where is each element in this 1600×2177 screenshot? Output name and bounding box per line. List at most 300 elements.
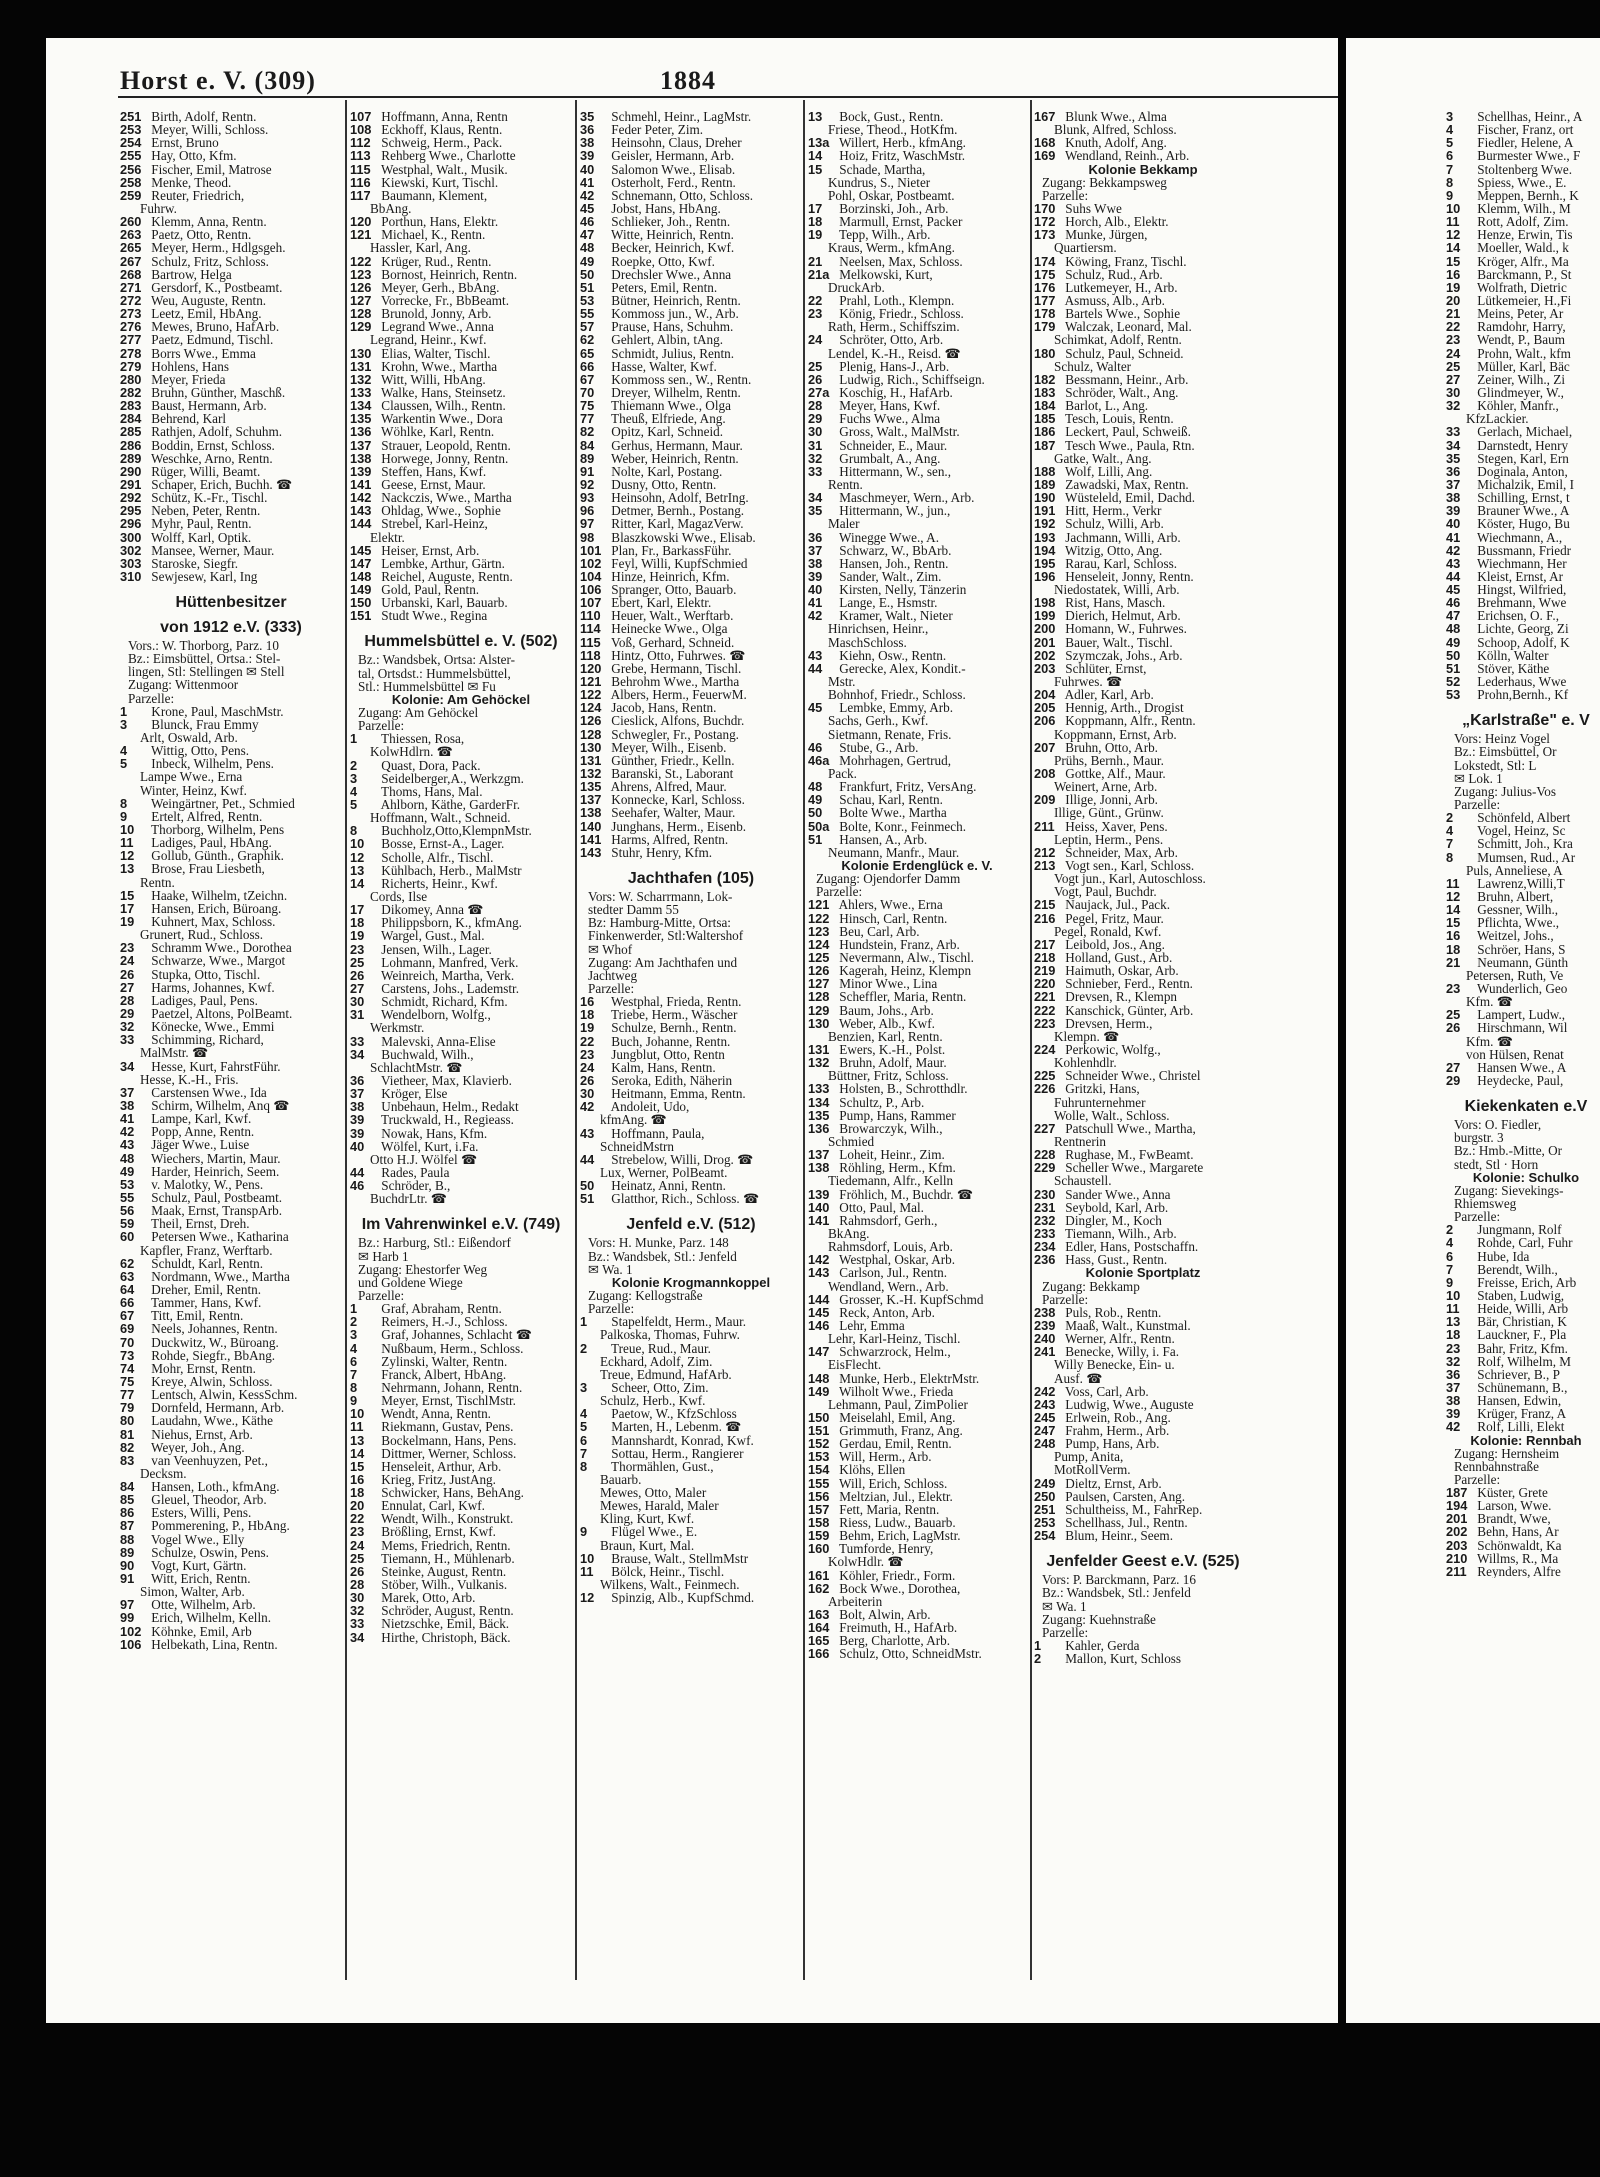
tenant-name: Dreher, Emil, Rentn.	[148, 1281, 262, 1297]
plot-number: 271	[120, 279, 142, 295]
plot-number: 27	[350, 981, 365, 996]
entry-continuation: Schmied	[828, 1133, 875, 1149]
entry-continuation: SchlachtMstr. ☎	[370, 1059, 463, 1075]
tenant-name: Meins, Peter, Ar	[1474, 306, 1564, 322]
plot-number: 147	[350, 555, 372, 571]
plot-number: 5	[350, 797, 358, 813]
tenant-name: Bartels Wwe., Sophie	[1062, 306, 1181, 322]
plot-number: 195	[1034, 555, 1056, 571]
colony-heading: Kolonie Bekkamp	[1088, 161, 1198, 177]
plot-number: 224	[1034, 1041, 1056, 1057]
tenant-name: Rohde, Siegfr., BbAng.	[148, 1347, 276, 1363]
tenant-name: Maaß, Walt., Kunstmal.	[1062, 1317, 1191, 1333]
tenant-name: van Veenhuyzen, Pet.,	[148, 1452, 268, 1468]
directory-entry	[1446, 688, 1600, 701]
tenant-name: Birth, Adolf, Rentn.	[148, 110, 257, 124]
tenant-name: Jungmann, Rolf	[1474, 1222, 1562, 1238]
tenant-name: Krohn, Wwe., Martha	[378, 358, 498, 374]
plot-number: 15	[808, 161, 823, 177]
plot-number: 178	[1034, 306, 1056, 322]
plot-number: 41	[580, 174, 595, 190]
plot-number: 10	[350, 836, 365, 852]
plot-number: 272	[120, 292, 142, 308]
plot-number: 163	[808, 1607, 830, 1623]
plot-number: 249	[1034, 1475, 1056, 1491]
plot-number: 137	[808, 1147, 830, 1163]
tenant-name: Ernst, Bruno	[148, 135, 219, 151]
entry-continuation: Koppmann, Ernst, Arb.	[1054, 726, 1177, 742]
tenant-name: Lange, E., Hsmstr.	[836, 595, 938, 611]
plot-number: 37	[1446, 476, 1461, 492]
plot-number: 19	[808, 227, 823, 243]
plot-number: 9	[350, 1393, 358, 1409]
tenant-name: Eckhoff, Klaus, Rentn.	[378, 122, 503, 138]
plot-number: 14	[808, 148, 823, 164]
tenant-name: Hoffmann, Paula,	[608, 1125, 705, 1141]
tenant-name: Ewers, K.-H., Polst.	[836, 1041, 946, 1057]
tenant-name: Baranski, St., Laborant	[608, 766, 734, 782]
plot-number: 32	[1446, 398, 1461, 414]
plot-number: 48	[580, 240, 595, 256]
tenant-name: Seidelberger,A., Werkzgm.	[378, 770, 524, 786]
tenant-name: Wiechers, Martin, Maur.	[148, 1150, 281, 1166]
plot-number: 9	[1446, 1274, 1454, 1290]
plot-number: 30	[580, 1086, 595, 1102]
section-heading: Kiekenkaten e.V	[1464, 1098, 1588, 1116]
plot-number: 201	[1034, 634, 1056, 650]
tenant-name: Bessmann, Heinr., Arb.	[1062, 371, 1189, 387]
column-1	[120, 110, 342, 1651]
tenant-name: Bölck, Heinr., Tischl.	[608, 1563, 725, 1579]
plot-number: 158	[808, 1515, 830, 1531]
section-heading: Jenfeld e.V. (512)	[626, 1216, 756, 1234]
association-info: Vors: W. Scharrmann, Lok-	[588, 889, 733, 905]
tenant-name: Pommerening, P., HbAng.	[148, 1518, 290, 1534]
tenant-name: Köhler, Manfr.,	[1474, 398, 1559, 414]
plot-number: 219	[1034, 963, 1056, 979]
directory-entry	[350, 517, 572, 530]
tenant-name: Bär, Christian, K	[1474, 1314, 1567, 1330]
plot-number: 39	[350, 1125, 365, 1141]
tenant-name: Reck, Anton, Arb.	[836, 1304, 935, 1320]
plot-number: 234	[1034, 1239, 1056, 1255]
plot-number: 23	[1446, 332, 1461, 348]
tenant-name: Lederhaus, Wwe	[1474, 674, 1567, 690]
tenant-name: Behrohm Wwe., Martha	[608, 674, 740, 690]
tenant-name: Meyer, Frieda	[148, 371, 226, 387]
plot-number: 18	[1446, 1327, 1461, 1343]
plot-number: 290	[120, 463, 142, 479]
tenant-name: Hansen, Edwin,	[1474, 1393, 1562, 1409]
plot-number: 47	[1446, 608, 1461, 624]
plot-number: 221	[1034, 989, 1056, 1005]
plot-number: 36	[1446, 463, 1461, 479]
tenant-name: Barckmann, P., St	[1474, 266, 1572, 282]
plot-number: 160	[808, 1541, 830, 1557]
entry-continuation: Pohl, Oskar, Postbeamt.	[828, 187, 955, 203]
plot-number: 129	[808, 1002, 830, 1018]
plot-number: 4	[350, 783, 358, 799]
entry-continuation: Schimkat, Adolf, Rentn.	[1054, 332, 1182, 348]
plot-number: 121	[808, 897, 830, 913]
directory-entry	[1446, 1074, 1600, 1087]
tenant-name: Schröer, Hans, S	[1474, 941, 1566, 957]
plot-number: 161	[808, 1567, 830, 1583]
plot-number: 66	[580, 358, 595, 374]
entry-continuation: Winter, Heinz, Kwf.	[140, 782, 247, 798]
plot-number: 50	[808, 805, 823, 821]
tenant-name: Schade, Martha,	[836, 161, 926, 177]
plot-number: 30	[350, 994, 365, 1010]
plot-number: 84	[120, 1479, 135, 1495]
plot-number: 88	[120, 1531, 135, 1547]
plot-number: 3	[350, 770, 358, 786]
tenant-name: Adler, Karl, Arb.	[1062, 687, 1154, 703]
plot-number: 167	[1034, 110, 1056, 124]
plot-number: 204	[1034, 687, 1056, 703]
tenant-name: Tesch Wwe., Paula, Rtn.	[1062, 437, 1195, 453]
plot-number: 38	[120, 1097, 135, 1113]
tenant-name: Blaszkowski Wwe., Elisab.	[608, 529, 756, 545]
tenant-name: Brandt, Wwe,	[1474, 1511, 1551, 1527]
plot-number: 5	[580, 1419, 588, 1435]
column-rule-1	[345, 100, 347, 1980]
plot-number: 48	[808, 779, 823, 795]
entry-continuation: Niedostatek, Willi, Arb.	[1054, 582, 1180, 598]
tenant-name: Jachmann, Willi, Arb.	[1062, 529, 1181, 545]
plot-number: 256	[120, 161, 142, 177]
plot-number: 255	[120, 148, 142, 164]
entry-continuation: BuchdrLtr. ☎	[370, 1191, 448, 1207]
plot-number: 203	[1034, 660, 1056, 676]
tenant-name: Kröger, Alfr., Ma	[1474, 253, 1569, 269]
tenant-name: Weber, Alb., Kwf.	[836, 1015, 935, 1031]
tenant-name: Hittermann, W., sen.,	[836, 463, 952, 479]
tenant-name: Leibold, Jos., Ang.	[1062, 936, 1165, 952]
tenant-name: Mewes, Bruno, HafArb.	[148, 319, 280, 335]
association-info: Parzelle:	[1042, 1291, 1089, 1307]
plot-number: 33	[350, 1616, 365, 1632]
tenant-name: Gritzki, Hans,	[1062, 1081, 1140, 1097]
tenant-name: Meyer, Gerh., BbAng.	[378, 279, 500, 295]
tenant-name: Schellhas, Heinr., A	[1474, 110, 1583, 124]
tenant-name: Prahl, Loth., Klempn.	[836, 292, 955, 308]
tenant-name: Malevski, Anna-Elise	[378, 1033, 496, 1049]
plot-number: 202	[1446, 1524, 1468, 1540]
plot-number: 151	[808, 1423, 830, 1439]
plot-number: 35	[580, 110, 595, 124]
entry-continuation: Tiedemann, Alfr., Kelln	[828, 1173, 954, 1189]
plot-number: 45	[808, 700, 823, 716]
plot-number: 291	[120, 476, 142, 492]
plot-number: 207	[1034, 739, 1056, 755]
tenant-name: Schnieber, Ferd., Rentn.	[1062, 976, 1193, 992]
tenant-name: Brößling, Ernst, Kwf.	[378, 1524, 496, 1540]
association-info: Bz.: Wandsbek, Ortsa: Alster-	[358, 652, 516, 668]
plot-number: 22	[808, 292, 823, 308]
scan-border-gutter	[1338, 0, 1346, 2040]
plot-number: 19	[580, 1020, 595, 1036]
tenant-name: Dornfeld, Hermann, Arb.	[148, 1400, 285, 1416]
directory-entry	[580, 1127, 802, 1140]
tenant-name: Carstensen Wwe., Ida	[148, 1084, 267, 1100]
plot-number: 37	[120, 1084, 135, 1100]
entry-continuation: Prühs, Bernh., Maur.	[1054, 752, 1164, 768]
plot-number: 11	[580, 1563, 594, 1579]
entry-continuation: Palkoska, Thomas, Fuhrw.	[600, 1327, 740, 1343]
plot-number: 121	[350, 227, 372, 243]
tenant-name: Küster, Grete	[1474, 1485, 1548, 1501]
association-info: ✉ Wa. 1	[588, 1261, 633, 1277]
tenant-name: Buch, Johanne, Rentn.	[608, 1033, 731, 1049]
tenant-name: Schmitt, Joh., Kra	[1474, 836, 1573, 852]
tenant-name: Thiemann Wwe., Olga	[608, 398, 731, 414]
tenant-name: Henseleit, Jonny, Rentn.	[1062, 568, 1194, 584]
tenant-name: Helbekath, Lina, Rentn.	[148, 1636, 278, 1651]
tenant-name: Drechsler Wwe., Anna	[608, 266, 732, 282]
association-info: Jachtweg	[588, 967, 638, 983]
plot-number: 196	[1034, 568, 1056, 584]
tenant-name: Geisler, Hermann, Arb.	[608, 148, 735, 164]
plot-number: 36	[580, 122, 595, 138]
tenant-name: Meppen, Bernh., K	[1474, 187, 1579, 203]
plot-number: 51	[808, 831, 823, 847]
tenant-name: Gerhus, Hermann, Maur.	[608, 437, 743, 453]
plot-number: 137	[580, 792, 602, 808]
tenant-name: Wendland, Reinh., Arb.	[1062, 148, 1190, 164]
plot-number: 251	[1034, 1501, 1056, 1517]
entry-continuation: Maler	[828, 516, 860, 532]
tenant-name: Köhnke, Emil, Arb	[148, 1623, 252, 1639]
plot-number: 23	[1446, 981, 1461, 996]
plot-number: 135	[350, 411, 372, 427]
plot-number: 26	[1446, 1020, 1461, 1036]
tenant-name: Sottau, Herm., Rangierer	[608, 1445, 744, 1461]
plot-number: 3	[1446, 110, 1454, 124]
plot-number: 179	[1034, 319, 1056, 335]
plot-number: 89	[120, 1544, 135, 1560]
tenant-name: Gottke, Alf., Maur.	[1062, 766, 1166, 782]
association-info: Bz.: Hmb.-Mitte, Or	[1454, 1143, 1563, 1159]
entry-continuation: Hoffmann, Walt., Schneid.	[370, 810, 511, 826]
directory-entry	[1034, 1017, 1252, 1030]
tenant-name: Stapelfeldt, Herm., Maur.	[608, 1314, 747, 1330]
tenant-name: Edler, Hans, Postschaffn.	[1062, 1239, 1199, 1255]
tenant-name: Wiechmann, Her	[1474, 555, 1567, 571]
tenant-name: Strebel, Karl-Heinz,	[378, 516, 488, 532]
plot-number: 173	[1034, 227, 1056, 243]
tenant-name: Unbehaun, Helm., Redakt	[378, 1099, 519, 1115]
plot-number: 135	[580, 779, 602, 795]
plot-number: 113	[350, 148, 371, 164]
plot-number: 23	[350, 941, 365, 957]
plot-number: 223	[1034, 1015, 1056, 1031]
tenant-name: Köhler, Friedr., Form.	[836, 1567, 956, 1583]
plot-number: 17	[120, 900, 135, 916]
plot-number: 90	[120, 1557, 135, 1573]
entry-continuation: Arbeiterin	[828, 1593, 883, 1609]
tenant-name: Gerlach, Michael,	[1474, 424, 1573, 440]
plot-number: 83	[120, 1452, 135, 1468]
plot-number: 46	[350, 1178, 365, 1194]
plot-number: 226	[1034, 1081, 1056, 1097]
tenant-name: Roepke, Otto, Kwf.	[608, 253, 715, 269]
association-info: Parzelle:	[128, 690, 175, 706]
tenant-name: Staben, Ludwig,	[1474, 1287, 1565, 1303]
plot-number: 49	[1446, 634, 1461, 650]
tenant-name: Behn, Hans, Ar	[1474, 1524, 1559, 1540]
plot-number: 27	[120, 979, 135, 995]
association-info: stedt, Stl · Horn	[1454, 1156, 1539, 1172]
tenant-name: Schulz, Paul, Schneid.	[1062, 345, 1184, 361]
plot-number: 140	[580, 818, 602, 834]
tenant-name: Berg, Charlotte, Arb.	[836, 1633, 951, 1649]
tenant-name: Nordmann, Wwe., Martha	[148, 1268, 290, 1284]
plot-number: 205	[1034, 700, 1056, 716]
plot-number: 11	[1446, 214, 1460, 230]
tenant-name: Schönwaldt, Ka	[1474, 1537, 1562, 1553]
tenant-name: Schwarze, Wwe., Margot	[148, 953, 286, 969]
plot-number: 114	[580, 621, 601, 637]
tenant-name: Hass, Gust., Rentn.	[1062, 1252, 1168, 1268]
plot-number: 131	[350, 358, 372, 374]
entry-continuation: Benzien, Karl, Rentn.	[828, 1028, 943, 1044]
plot-number: 145	[350, 542, 372, 558]
plot-number: 70	[580, 384, 595, 400]
tenant-name: Walczak, Leonard, Mal.	[1062, 319, 1192, 335]
tenant-name: Schultheiss, M., FahrRep.	[1062, 1501, 1203, 1517]
plot-number: 84	[580, 437, 595, 453]
plot-number: 162	[808, 1580, 830, 1596]
association-info: Parzelle:	[1454, 1209, 1501, 1225]
plot-number: 19	[350, 928, 365, 944]
tenant-name: Urbanski, Karl, Bauarb.	[378, 595, 508, 611]
plot-number: 17	[350, 902, 365, 918]
plot-number: 148	[350, 568, 372, 584]
association-info: Parzelle:	[1042, 187, 1089, 203]
tenant-name: Stöber, Wilh., Vulkanis.	[378, 1577, 508, 1593]
entry-continuation: Kfm. ☎	[1466, 994, 1514, 1010]
directory-entry	[1034, 714, 1252, 727]
tenant-name: Cieslick, Alfons, Buchdr.	[608, 713, 745, 729]
directory-entry	[1034, 741, 1252, 754]
plot-number: 144	[808, 1291, 830, 1307]
entry-continuation: Ausf. ☎	[1054, 1370, 1103, 1386]
entry-continuation: Bohnhof, Friedr., Schloss.	[828, 687, 966, 703]
plot-number: 23	[1446, 1340, 1461, 1356]
directory-entry	[1034, 149, 1252, 162]
tenant-name: Tammer, Hans, Kwf.	[148, 1295, 262, 1311]
tenant-name: Meyer, Ernst, TischlMstr.	[378, 1393, 516, 1409]
association-info: Parzelle:	[588, 1301, 635, 1317]
header-rule	[118, 96, 1338, 98]
tenant-name: Naujack, Jul., Pack.	[1062, 897, 1171, 913]
entry-continuation: Friese, Theod., HotKfm.	[828, 122, 958, 138]
entry-continuation: Hesse, K.-H., Fris.	[140, 1071, 239, 1087]
association-info: Lokstedt, Stl: L	[1454, 757, 1537, 773]
plot-number: 60	[120, 1229, 135, 1245]
tenant-name: Albers, Herm., FeuerwM.	[608, 687, 747, 703]
association-info: Rennbahnstraße	[1454, 1458, 1539, 1474]
plot-number: 86	[120, 1505, 135, 1521]
plot-number: 43	[1446, 555, 1461, 571]
plot-number: 211	[1034, 818, 1055, 834]
tenant-name: Erlwein, Rob., Ang.	[1062, 1409, 1171, 1425]
plot-number: 130	[580, 739, 602, 755]
plot-number: 4	[1446, 122, 1454, 138]
tenant-name: Kalm, Hans, Rentn.	[608, 1059, 716, 1075]
plot-number: 140	[808, 1199, 830, 1215]
tenant-name: Rist, Hans, Masch.	[1062, 595, 1166, 611]
colony-heading: Kolonie Erdenglück e. V.	[841, 858, 993, 874]
plot-number: 216	[1034, 910, 1056, 926]
plot-number: 201	[1446, 1511, 1468, 1527]
plot-number: 39	[1446, 503, 1461, 519]
directory-entry	[1034, 1529, 1252, 1542]
tenant-name: Prohn, Walt., kfm	[1474, 345, 1571, 361]
tenant-name: Osterholt, Ferd., Rentn.	[608, 174, 736, 190]
plot-number: 55	[120, 1189, 135, 1205]
column-4	[808, 110, 1026, 1661]
tenant-name: Hinze, Heinrich, Kfm.	[608, 568, 730, 584]
tenant-name: Wargel, Gust., Mal.	[378, 928, 485, 944]
tenant-name: Winegge Wwe., A.	[836, 529, 939, 545]
tenant-name: Erich, Wilhelm, Kelln.	[148, 1610, 272, 1626]
association-info: Vors: H. Munke, Parz. 148	[588, 1235, 729, 1251]
plot-number: 82	[120, 1439, 135, 1455]
tenant-name: Lampe, Karl, Kwf.	[148, 1111, 252, 1127]
directory-entry	[1034, 439, 1252, 452]
tenant-name: Stuhr, Henry, Kfm.	[608, 844, 713, 860]
plot-number: 28	[120, 992, 135, 1008]
tenant-name: Michael, K., Rentn.	[378, 227, 486, 243]
directory-entry	[580, 846, 802, 859]
tenant-name: Harms, Johannes, Kwf.	[148, 979, 275, 995]
tenant-name: Grimmuth, Franz, Ang.	[836, 1423, 963, 1439]
directory-entry	[350, 609, 572, 622]
tenant-name: Lohmann, Manfred, Verk.	[378, 954, 519, 970]
tenant-name: Staroske, Siegfr.	[148, 555, 239, 571]
tenant-name: Jacob, Hans, Rentn.	[608, 700, 717, 716]
plot-number: 9	[1446, 187, 1454, 203]
plot-number: 191	[1034, 503, 1056, 519]
plot-number: 230	[1034, 1186, 1056, 1202]
plot-number: 153	[808, 1449, 830, 1465]
column-3	[580, 110, 802, 1604]
association-info: Parzelle:	[1454, 797, 1501, 813]
tenant-name: Frahm, Herm., Arb.	[1062, 1423, 1170, 1439]
plot-number: 131	[808, 1041, 830, 1057]
tenant-name: Tesch, Louis, Rentn.	[1062, 411, 1174, 427]
directory-entry	[1446, 851, 1600, 864]
association-info: Parzelle:	[1454, 1471, 1501, 1487]
plot-number: 27a	[808, 384, 830, 400]
tenant-name: Schlüter, Ernst,	[1062, 660, 1147, 676]
plot-number: 15	[1446, 915, 1461, 931]
tenant-name: Bolte, Konr., Feinmech.	[836, 818, 967, 834]
column-2	[350, 110, 572, 1644]
plot-number: 10	[350, 1406, 365, 1422]
plot-number: 77	[580, 411, 595, 427]
tenant-name: Scholle, Alfr., Tischl.	[378, 849, 494, 865]
tenant-name: Doginala, Anton,	[1474, 463, 1568, 479]
tenant-name: Kühlbach, Herb., MalMstr	[378, 862, 522, 878]
tenant-name: Hohlens, Hans	[148, 358, 229, 374]
tenant-name: Borrs Wwe., Emma	[148, 345, 256, 361]
plot-number: 27	[1446, 1059, 1461, 1075]
tenant-name: Brehmann, Wwe	[1474, 595, 1567, 611]
plot-number: 16	[580, 994, 595, 1010]
